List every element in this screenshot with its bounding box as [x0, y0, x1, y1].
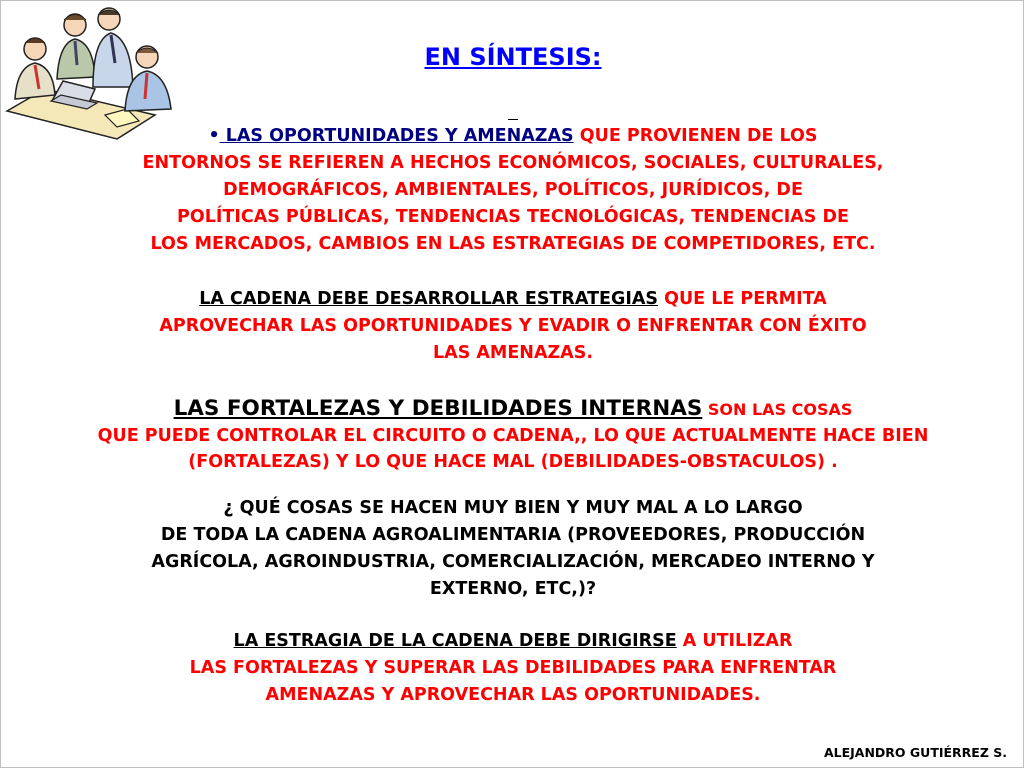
- p3-rest: SON LAS COSAS: [702, 400, 853, 419]
- p4-line-4: EXTERNO, ETC,)?: [429, 579, 597, 599]
- p4-line-3: AGRÍCOLA, AGROINDUSTRIA, COMERCIALIZACIÓN, MERCADEO INTERNO Y: [151, 552, 875, 572]
- p5-rest: A UTILIZAR: [676, 631, 793, 651]
- stray-underline-mark: [508, 119, 518, 120]
- paragraph-opportunities-threats: [1, 123, 1024, 258]
- p3-lead: LAS FORTALEZAS Y DEBILIDADES INTERNAS: [173, 396, 703, 421]
- p5-line-1: [1, 628, 1024, 655]
- p3-line-1: [1, 396, 1024, 423]
- author-credit: ALEJANDRO GUTIÉRREZ S.: [823, 745, 1007, 760]
- paragraph-strategy-direction: [1, 628, 1024, 709]
- p5-lead: LA ESTRAGIA DE LA CADENA DEBE DIRIGIRSE: [233, 631, 677, 651]
- p4-line-1: ¿ QUÉ COSAS SE HACEN MUY BIEN Y MUY MAL A LO LARGO: [223, 498, 803, 518]
- paragraph-strategies: [1, 286, 1024, 367]
- p1-line-3: DEMOGRÁFICOS, AMBIENTALES, POLÍTICOS, JURÍDICOS, DE: [223, 180, 803, 200]
- paragraph-strengths-weaknesses: [1, 396, 1024, 475]
- bullet-icon: •: [208, 126, 220, 146]
- p3-line-3: (FORTALEZAS) Y LO QUE HACE MAL (DEBILIDADES-OBSTACULOS) .: [188, 452, 838, 472]
- p3-line-2: QUE PUEDE CONTROLAR EL CIRCUITO O CADENA,, LO QUE ACTUALMENTE HACE BIEN: [97, 426, 929, 446]
- business-team-meeting-icon: [5, 3, 177, 141]
- p1-rest: QUE PROVIENEN DE LOS: [573, 126, 818, 146]
- p1-lead: LAS OPORTUNIDADES Y AMENAZAS: [219, 126, 574, 146]
- p5-line-2: LAS FORTALEZAS Y SUPERAR LAS DEBILIDADES PARA ENFRENTAR: [189, 658, 837, 678]
- p2-line-2: APROVECHAR LAS OPORTUNIDADES Y EVADIR O ENFRENTAR CON ÉXITO: [159, 316, 867, 336]
- p1-line-5: LOS MERCADOS, CAMBIOS EN LAS ESTRATEGIAS DE COMPETIDORES, ETC.: [150, 234, 876, 254]
- p1-line-4: POLÍTICAS PÚBLICAS, TENDENCIAS TECNOLÓGICAS, TENDENCIAS DE: [177, 207, 849, 227]
- p1-line-2: ENTORNOS SE REFIEREN A HECHOS ECONÓMICOS, SOCIALES, CULTURALES,: [142, 153, 884, 173]
- p2-line-1: [1, 286, 1024, 313]
- p1-line-1: [1, 123, 1024, 150]
- p2-line-3: LAS AMENAZAS.: [433, 343, 593, 363]
- p2-rest: QUE LE PERMITA: [658, 289, 827, 309]
- paragraph-question: [1, 495, 1024, 603]
- p4-line-2: DE TODA LA CADENA AGROALIMENTARIA (PROVEEDORES, PRODUCCIÓN: [160, 525, 866, 545]
- slide-title: EN SÍNTESIS:: [424, 43, 602, 71]
- p2-lead: LA CADENA DEBE DESARROLLAR ESTRATEGIAS: [199, 289, 658, 309]
- p5-line-3: AMENAZAS Y APROVECHAR LAS OPORTUNIDADES.: [265, 685, 761, 705]
